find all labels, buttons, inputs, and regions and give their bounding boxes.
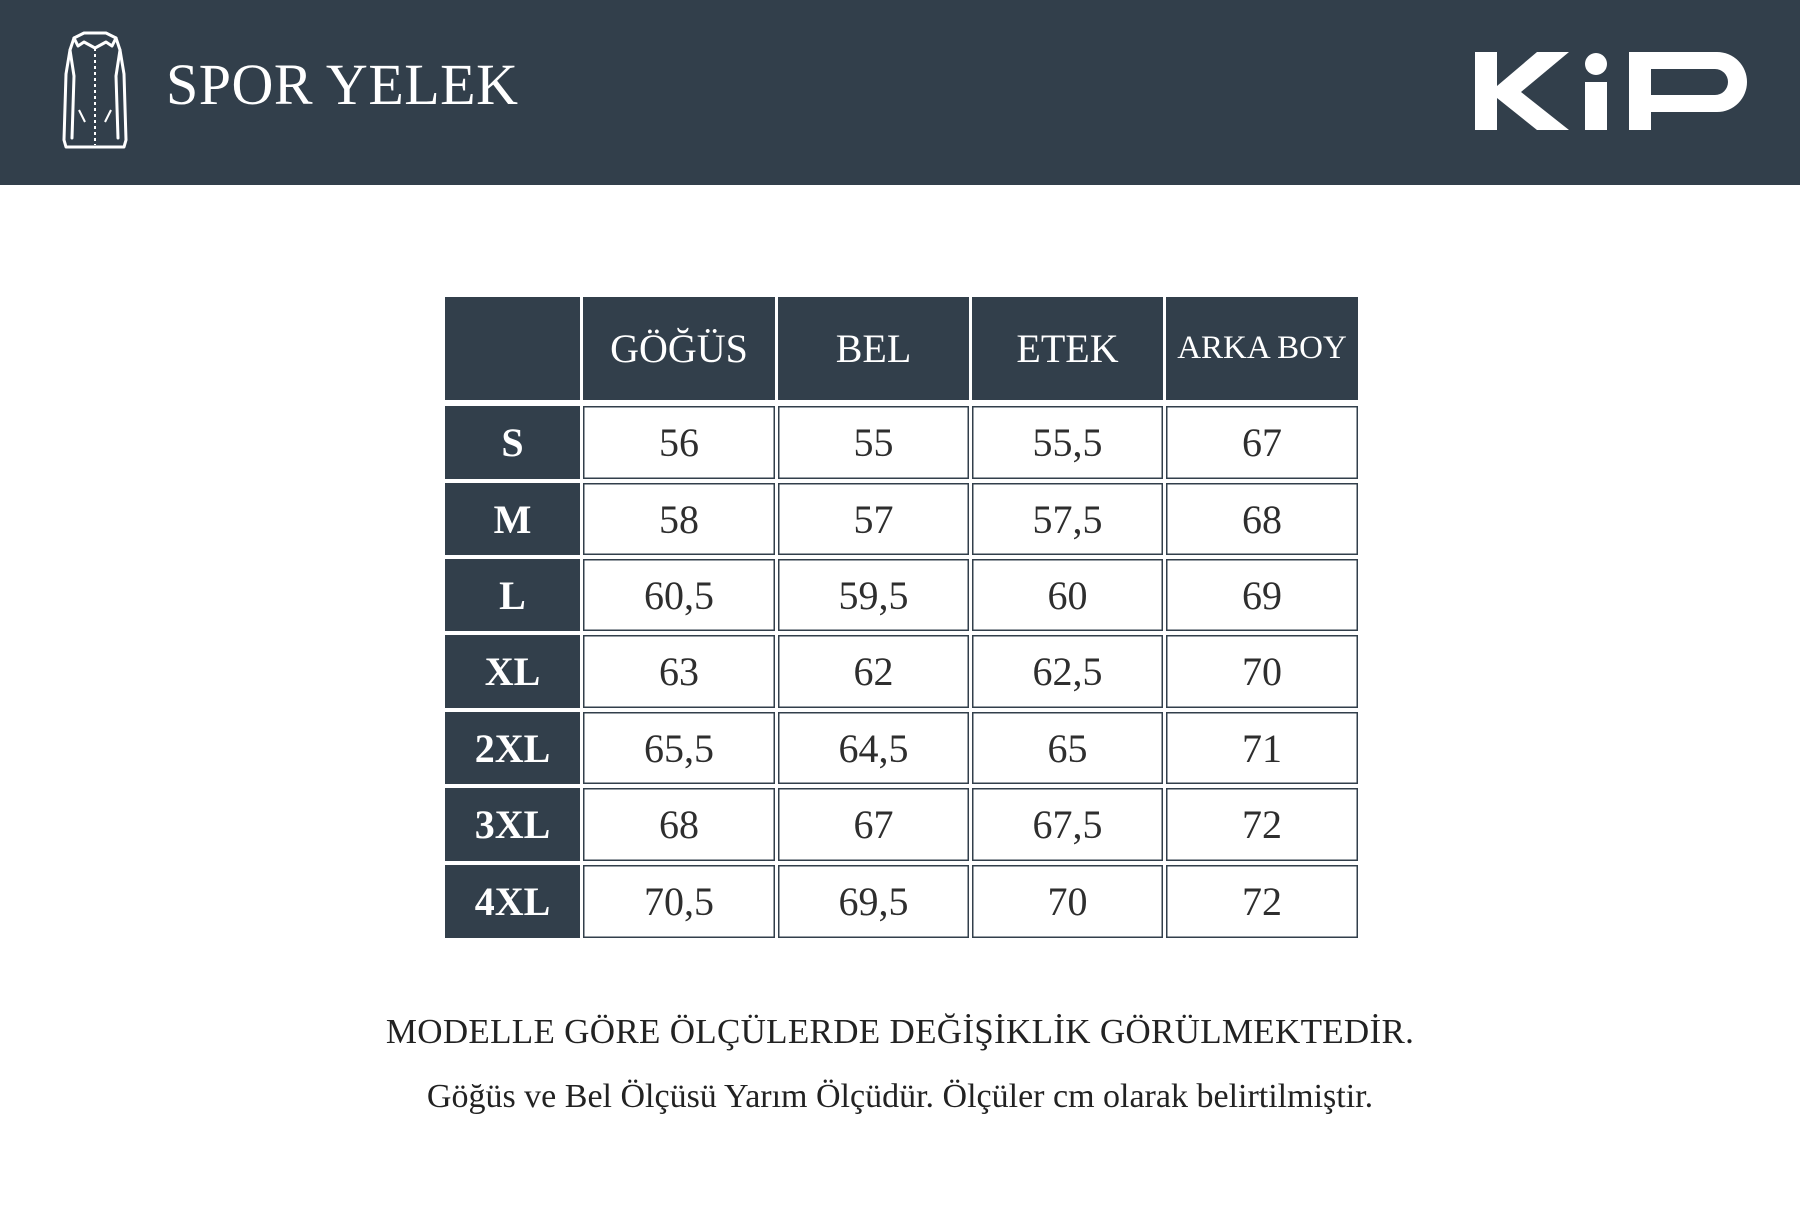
table-cell: 70 [972,865,1163,938]
table-cell: 70,5 [583,865,775,938]
table-cell: 55,5 [972,406,1163,479]
table-cell: 58 [583,483,775,555]
size-chart-table [445,297,1355,944]
page-title: SPOR YELEK [166,52,519,117]
measurement-disclaimer: MODELLE GÖRE ÖLÇÜLERDE DEĞİŞİKLİK GÖRÜLMEKTEDİR. [385,1012,1415,1051]
column-header-chest: GÖĞÜS [583,297,775,400]
table-cell: 72 [1166,865,1358,938]
row-header-size: M [445,483,580,555]
table-cell: 69,5 [778,865,969,938]
column-header-waist: BEL [778,297,969,400]
table-cell: 68 [1166,483,1358,555]
table-cell: 63 [583,635,775,708]
table-cell: 65,5 [583,712,775,784]
table-cell: 62,5 [972,635,1163,708]
column-header-hem: ETEK [972,297,1163,400]
row-header-size: S [445,406,580,479]
table-cell: 56 [583,406,775,479]
table-cell: 57,5 [972,483,1163,555]
column-header-back-length: ARKA BOY [1166,297,1358,400]
measurement-note: Göğüs ve Bel Ölçüsü Yarım Ölçüdür. Ölçüler cm olarak belirtilmiştir. [426,1078,1374,1115]
table-cell: 67 [1166,406,1358,479]
table-cell: 71 [1166,712,1358,784]
row-header-size: XL [445,635,580,708]
row-header-size: 4XL [445,865,580,938]
table-cell: 68 [583,788,775,861]
brand-logo [1475,52,1747,130]
table-cell: 64,5 [778,712,969,784]
header-bar [0,0,1800,185]
table-cell: 59,5 [778,559,969,631]
table-cell: 62 [778,635,969,708]
table-cell: 57 [778,483,969,555]
table-cell: 69 [1166,559,1358,631]
table-cell: 67,5 [972,788,1163,861]
table-cell: 60 [972,559,1163,631]
row-header-size: 3XL [445,788,580,861]
row-header-size: 2XL [445,712,580,784]
row-header-size: L [445,559,580,631]
table-cell: 70 [1166,635,1358,708]
table-cell: 72 [1166,788,1358,861]
table-cell: 55 [778,406,969,479]
table-cell: 65 [972,712,1163,784]
table-cell: 60,5 [583,559,775,631]
corner-cell [445,297,580,400]
vest-icon [58,30,132,152]
table-cell: 67 [778,788,969,861]
